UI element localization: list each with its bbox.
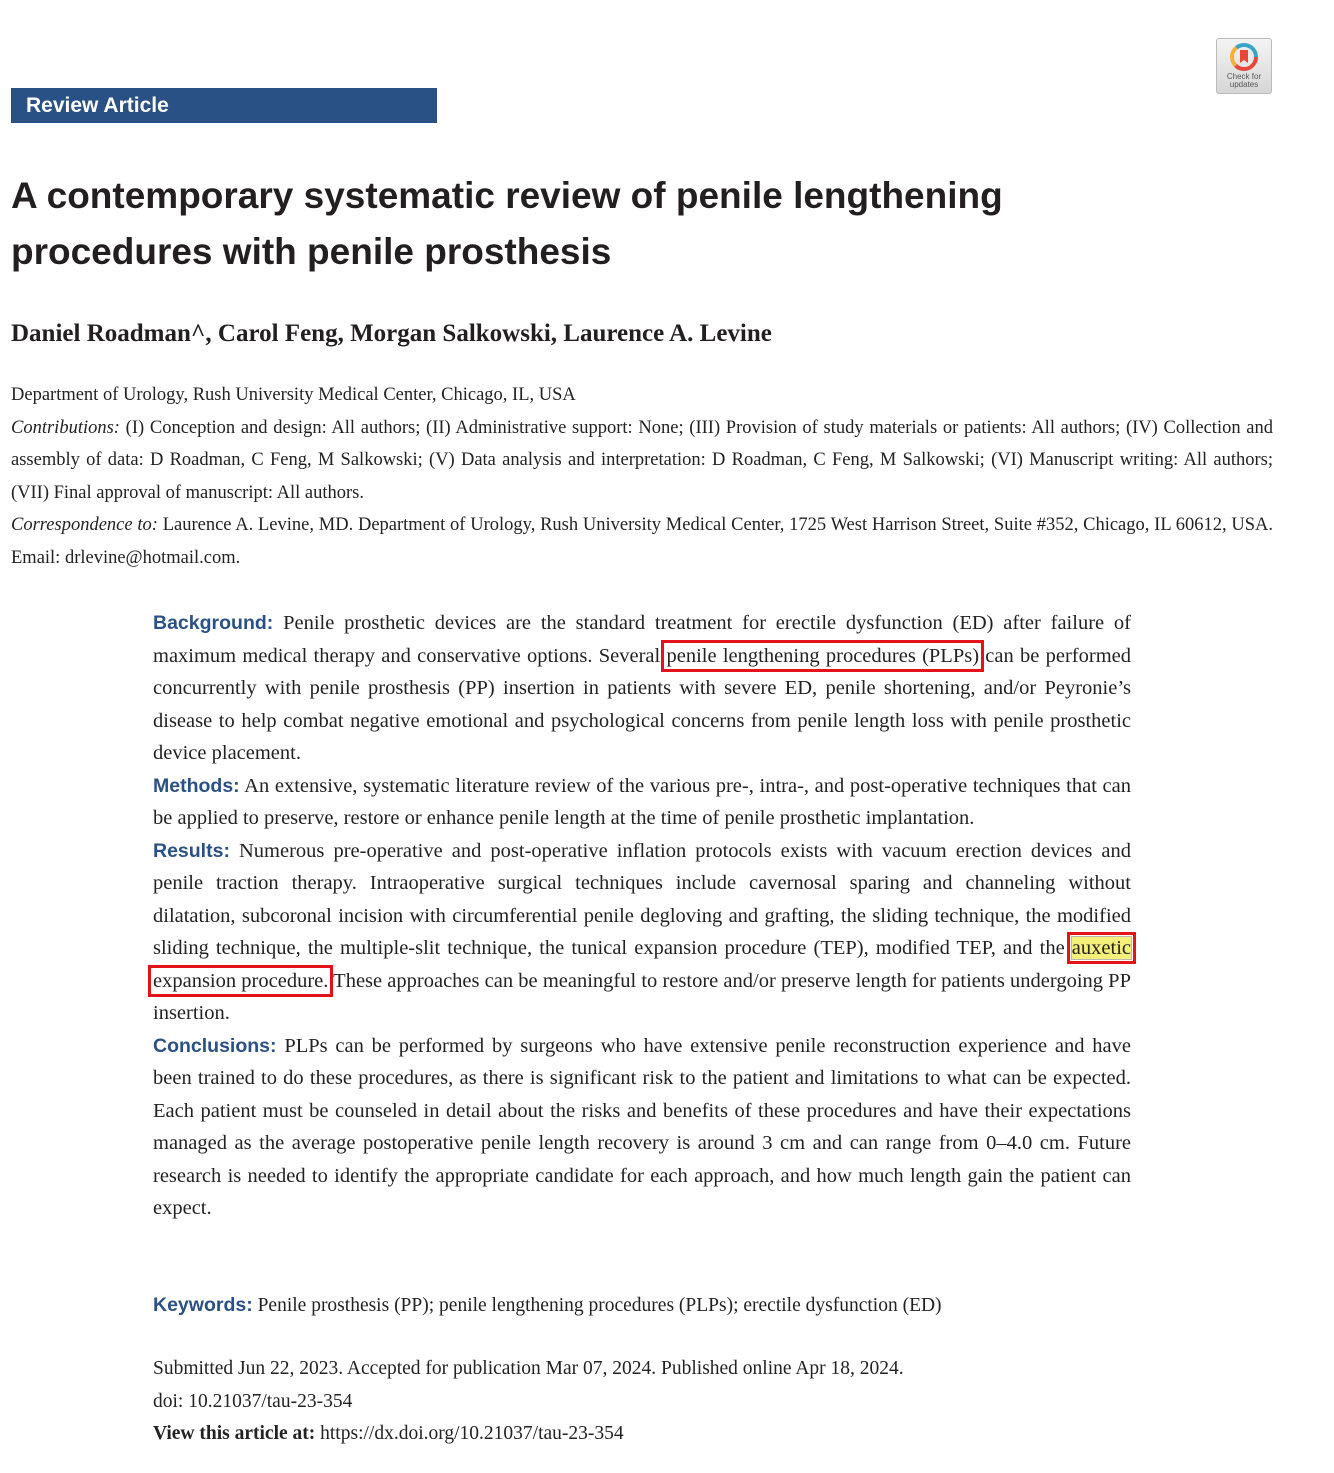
annotation-box-plps: penile lengthening procedures (PLPs)	[666, 644, 980, 667]
badge-label-line1: Check for	[1226, 72, 1262, 81]
conclusions-label: Conclusions:	[153, 1034, 277, 1057]
article-url-link[interactable]: https://dx.doi.org/10.21037/tau-23-354	[315, 1423, 624, 1444]
results-text-a: Numerous pre-operative and post-operative inflation protocols exists with vacuum erection devices and penile traction therapy. Intraoperative surgical techniques include cavernosal sparing and channeling without dilatation, subcoronal incision with circumferential penile degloving and grafting, the sliding technique, the modified sliding technique, the multiple-slit technique, the tunical expansion procedure (TEP), modified TEP, and the	[153, 839, 1131, 959]
correspondence-label: Correspondence to:	[11, 515, 158, 535]
abstract-background	[153, 607, 1131, 770]
article-metadata	[11, 379, 1273, 574]
boxed-rest: expansion procedure.	[153, 969, 329, 992]
author-list: Daniel Roadman^, Carol Feng, Morgan Salkowski, Laurence A. Levine	[11, 320, 772, 347]
background-label: Background:	[153, 612, 274, 634]
contributions	[11, 412, 1273, 510]
affiliation: Department of Urology, Rush University Medical Center, Chicago, IL, USA	[11, 385, 576, 405]
highlighted-word-auxetic: auxetic	[1071, 937, 1131, 959]
abstract-conclusions	[153, 1030, 1131, 1225]
article-type-label: Review Article	[26, 94, 169, 117]
publication-info	[153, 1353, 1131, 1451]
background-text-b: can be performed concurrently with penile prosthesis (PP) insertion in patients with severe ED, penile shortening, and/or Peyronie’s disease to help combat negative emotional and psychological concerns from penile length loss with penile prosthetic device placement.	[153, 644, 1131, 764]
keywords	[153, 1289, 1131, 1322]
abstract-methods	[153, 770, 1131, 835]
keywords-label: Keywords:	[153, 1294, 253, 1316]
view-article-line	[153, 1418, 1131, 1451]
results-text-b: These approaches can be meaningful to restore and/or preserve length for patients undergoing PP insertion.	[153, 969, 1131, 1024]
title-line-1: A contemporary systematic review of penile lengthening	[11, 175, 1003, 216]
methods-text: An extensive, systematic literature review of the various pre-, intra-, and post-operative techniques that can be applied to preserve, restore or enhance penile length at the time of penile prosthetic implantation.	[153, 774, 1131, 829]
badge-label-line2: updates	[1229, 80, 1259, 89]
background-text-a: Penile prosthetic devices are the standard treatment for erectile dysfunction (ED) after failure of maximum medical therapy and conservative options. Several	[153, 612, 1131, 667]
publication-dates: Submitted Jun 22, 2023. Accepted for publication Mar 07, 2024. Published online Apr 18, 2024.	[153, 1358, 904, 1379]
check-for-updates-badge[interactable]	[1216, 38, 1272, 94]
correspondence-text: Laurence A. Levine, MD. Department of Urology, Rush University Medical Center, 1725 West Harrison Street, Suite #352, Chicago, IL 60612, USA. Email: drlevine@hotmail.com.	[11, 515, 1273, 568]
abstract-results	[153, 835, 1131, 1030]
abstract	[153, 607, 1131, 1225]
title-line-2: procedures with penile prosthesis	[11, 231, 612, 272]
keywords-text: Penile prosthesis (PP); penile lengthening procedures (PLPs); erectile dysfunction (ED)	[252, 1295, 942, 1316]
article-type-banner	[11, 88, 437, 123]
conclusions-text: PLPs can be performed by surgeons who have extensive penile reconstruction experience and have been trained to do these procedures, as there is significant risk to the patient and limitations to what can be expected. Each patient must be counseled in detail about the risks and benefits of these procedures and have their expectations managed as the average postoperative penile length recovery is around 3 cm and can range from 0–4.0 cm. Future research is needed to identify the appropriate candidate for each approach, and how much length gain the patient can expect.	[153, 1034, 1131, 1219]
article-title	[11, 168, 1291, 280]
doi[interactable]: doi: 10.21037/tau-23-354	[153, 1390, 353, 1412]
correspondence	[11, 509, 1273, 574]
methods-label: Methods:	[153, 774, 240, 797]
contributions-label: Contributions:	[11, 417, 120, 438]
badge-label	[1217, 73, 1271, 89]
results-label: Results:	[153, 839, 230, 862]
contributions-text: (I) Conception and design: All authors; (II) Administrative support: None; (III) Provision of study materials or patients: All authors; (IV) Collection and assembly of data: D Roadman, C Feng, M Salkowski; (V) Data analysis and interpretation: D Roadman, C Feng, M Salkowski; (VI) Manuscript writing: All authors; (VII) Final approval of manuscript: All authors.	[11, 417, 1273, 503]
view-article-label: View this article at:	[153, 1423, 316, 1444]
check-for-updates-icon	[1229, 42, 1259, 72]
